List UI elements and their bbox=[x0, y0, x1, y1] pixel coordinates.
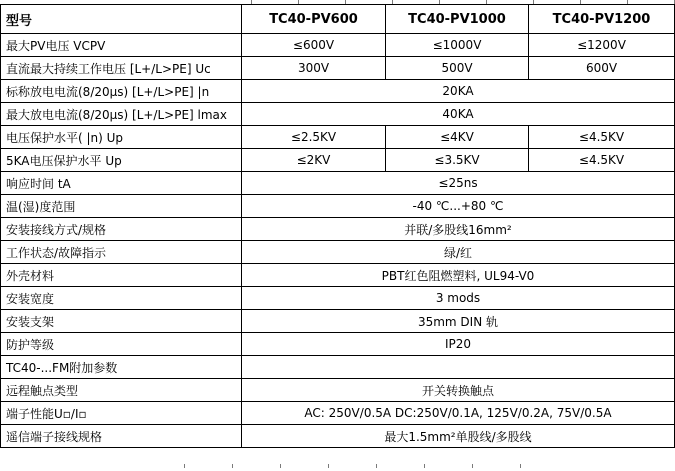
table-row bbox=[1, 149, 675, 172]
spec-label-cell: 安装接线方式/规格 bbox=[1, 218, 242, 241]
spec-value-cell: ≤25ns bbox=[242, 172, 675, 195]
spec-label-cell: 标称放电电流(8/20μs) [L+/L>PE] |n bbox=[1, 80, 242, 103]
table-row bbox=[1, 80, 675, 103]
spec-label-cell: 最大PV电压 VCPV bbox=[1, 34, 242, 57]
spec-value-cell: ≤1000V bbox=[386, 34, 529, 57]
spec-value-cell: PBT红色阻燃塑料, UL94-V0 bbox=[242, 264, 675, 287]
spec-table-body bbox=[1, 34, 675, 448]
table-row bbox=[1, 310, 675, 333]
table-row bbox=[1, 34, 675, 57]
spec-label-cell: 端子性能U▫/I▫ bbox=[1, 402, 242, 425]
table-row bbox=[1, 425, 675, 448]
spec-value-cell: ≤3.5KV bbox=[386, 149, 529, 172]
spec-label-cell: 工作状态/故障指示 bbox=[1, 241, 242, 264]
spec-value-cell: ≤4KV bbox=[386, 126, 529, 149]
spec-value-cell: 开关转换触点 bbox=[242, 379, 675, 402]
spec-value-cell: 最大1.5mm²单股线/多股线 bbox=[242, 425, 675, 448]
table-row bbox=[1, 264, 675, 287]
spec-label-cell: 远程触点类型 bbox=[1, 379, 242, 402]
model-header-2: TC40-PV1000 bbox=[386, 5, 529, 34]
model-header-3: TC40-PV1200 bbox=[529, 5, 675, 34]
table-row bbox=[1, 333, 675, 356]
spec-value-cell: 并联/多股线16mm² bbox=[242, 218, 675, 241]
spec-value-cell: ≤1200V bbox=[529, 34, 675, 57]
spec-label-cell: 5KA电压保护水平 Up bbox=[1, 149, 242, 172]
spec-value-cell: ≤4.5KV bbox=[529, 126, 675, 149]
spec-value-cell: 600V bbox=[529, 57, 675, 80]
table-row bbox=[1, 356, 675, 379]
spec-label-cell: 响应时间 tA bbox=[1, 172, 242, 195]
spec-label-cell: 防护等级 bbox=[1, 333, 242, 356]
header-row bbox=[1, 5, 675, 34]
spec-value-cell: AC: 250V/0.5A DC:250V/0.1A, 125V/0.2A, 75V/0.5A bbox=[242, 402, 675, 425]
table-row bbox=[1, 402, 675, 425]
gridline-stubs-bottom bbox=[184, 464, 568, 468]
spec-label-cell: 安装支架 bbox=[1, 310, 242, 333]
spec-value-cell: ≤4.5KV bbox=[529, 149, 675, 172]
table-row bbox=[1, 287, 675, 310]
spec-table bbox=[0, 4, 675, 448]
model-header-1: TC40-PV600 bbox=[242, 5, 386, 34]
spec-label-cell: 温(湿)度范围 bbox=[1, 195, 242, 218]
table-row bbox=[1, 126, 675, 149]
table-row bbox=[1, 195, 675, 218]
model-corner-label: 型号 bbox=[1, 5, 242, 34]
table-row bbox=[1, 57, 675, 80]
spec-value-cell: 500V bbox=[386, 57, 529, 80]
spec-value-cell: ≤600V bbox=[242, 34, 386, 57]
spec-label-cell: 外壳材料 bbox=[1, 264, 242, 287]
spec-value-cell: 20KA bbox=[242, 80, 675, 103]
spec-value-cell: ≤2.5KV bbox=[242, 126, 386, 149]
spec-table-header bbox=[1, 5, 675, 34]
spec-value-cell: 绿/红 bbox=[242, 241, 675, 264]
table-row bbox=[1, 379, 675, 402]
spec-value-cell: ≤2KV bbox=[242, 149, 386, 172]
table-row bbox=[1, 241, 675, 264]
spec-value-cell: -40 ℃...+80 ℃ bbox=[242, 195, 675, 218]
spec-label-cell: 直流最大持续工作电压 [L+/L>PE] Uc bbox=[1, 57, 242, 80]
spec-value-cell: 35mm DIN 轨 bbox=[242, 310, 675, 333]
spec-label-cell: 电压保护水平( |n) Up bbox=[1, 126, 242, 149]
table-row bbox=[1, 172, 675, 195]
spec-value-cell: 3 mods bbox=[242, 287, 675, 310]
table-row bbox=[1, 103, 675, 126]
spec-value-cell bbox=[242, 356, 675, 379]
spec-value-cell: 40KA bbox=[242, 103, 675, 126]
spec-label-cell: 最大放电电流(8/20μs) [L+/L>PE] lmax bbox=[1, 103, 242, 126]
spec-label-cell: TC40-...FM附加参数 bbox=[1, 356, 242, 379]
spec-value-cell: 300V bbox=[242, 57, 386, 80]
spec-label-cell: 安装宽度 bbox=[1, 287, 242, 310]
spec-label-cell: 遥信端子接线规格 bbox=[1, 425, 242, 448]
table-row bbox=[1, 218, 675, 241]
spec-value-cell: IP20 bbox=[242, 333, 675, 356]
